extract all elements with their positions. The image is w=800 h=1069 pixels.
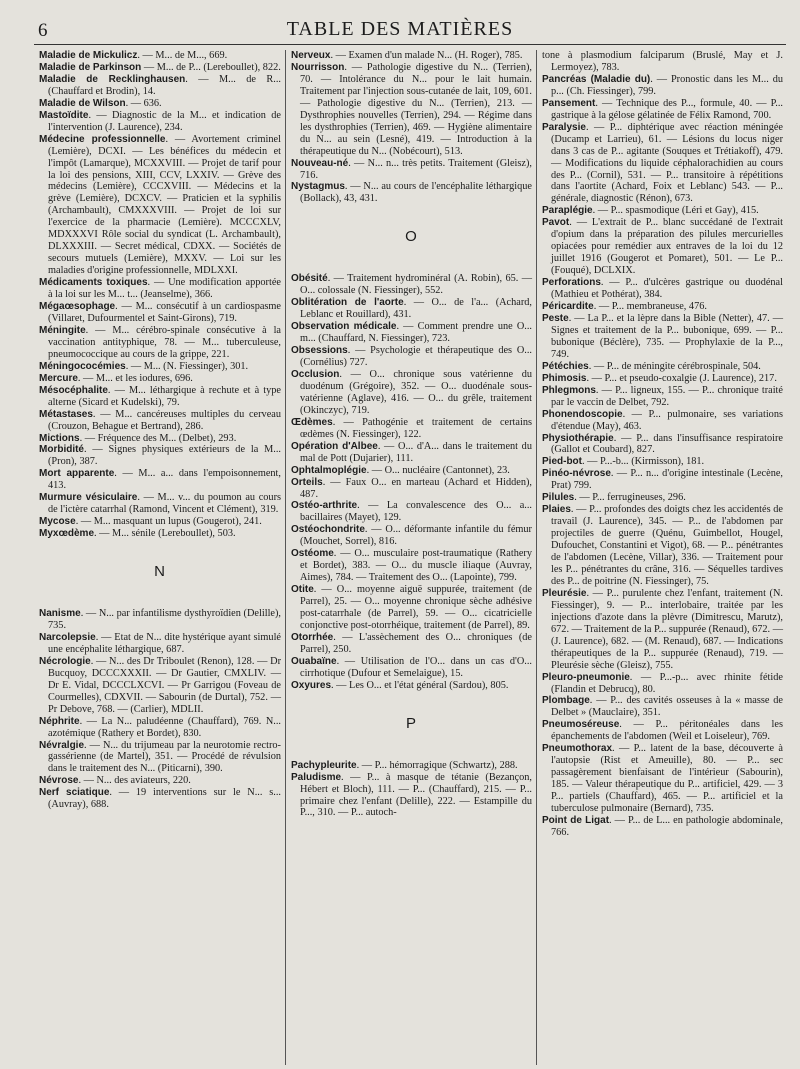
entry-term: Perforations — [542, 277, 601, 289]
header-rule — [34, 44, 786, 45]
entry-term: Ostéome — [291, 548, 334, 560]
index-entry — [38, 277, 281, 301]
index-entry — [290, 548, 532, 584]
entry-text: . — M... cancéreuses multiples du cerveau (Crouzon, Behague et Bertrand), 286. — [48, 408, 281, 432]
entry-text: . — La P... et la lèpre dans la Bible (Netter), 47. — Signes et traitement de la P... bubonique, 699. — P... bubonique (Béclère), 735. — Prophylaxie de la P..., 749. — [551, 312, 783, 360]
entry-term: Nerveux — [291, 50, 331, 61]
entry-term: Ostéochondrite — [291, 524, 365, 536]
entry-term: Pleurésie — [542, 587, 587, 599]
entry-term: Oxyures — [291, 679, 332, 691]
entry-text: . — M... a... dans l'empoisonnement, 413. — [48, 468, 281, 492]
index-column-3 — [536, 50, 787, 1065]
entry-text: . — Fréquence des M... (Delbet), 293. — [79, 432, 237, 444]
entry-text: . — P... profondes des doigts chez les accidentés de travail (J. Laurence), 345. — P... de l'abdomen par projectiles de guerre (Quénu, Guimbellot, Hougel, Dufouchet, Constantini et Vigot), 68. — P... pénétrantes de l'abdomen (Lecène, Villar), 336. — Traitement pour les P... pénétrantes du crâne, 316. — Séquelles tardives des P... de poitrine (N. Fiessinger), 75. — [551, 504, 783, 587]
index-entry — [38, 373, 281, 385]
entry-text: . — O... déformante infantile du fémur (Mouchet, Sorrel), 816. — [300, 524, 532, 548]
index-entry — [541, 385, 783, 409]
entry-term: Mastoïdite — [39, 109, 89, 121]
index-entry — [541, 719, 783, 743]
entry-term: Plaies — [542, 504, 571, 516]
entry-text: . — Les O... et l'état général (Sardou), 805. — [331, 679, 509, 691]
entry-term: Nystagmus — [291, 181, 345, 193]
entry-text: . — M... cérébro-spinale consécutive à la vaccination antityphique, 78. — M... tuberculeuse, pneumococcique au cours de la grippe, 221. — [48, 324, 281, 360]
entry-term: Névrose — [39, 775, 79, 787]
index-entry — [541, 313, 783, 361]
entry-term: Maladie de Wilson — [39, 97, 126, 109]
entry-text: . — L'extrait de P... blanc succédané de l'extrait d'opium dans la préparation des pilules mercurielles opiacées pour remédier aux entraves de la loi du 12 juillet 1916 (Gougerot et Pomaret), 501. — Le P... (Fouqué), DCLXIX. — [551, 217, 783, 277]
entry-term: Pleuro-pneumonie — [542, 671, 630, 683]
entry-term: Médecine professionnelle — [39, 133, 166, 145]
index-entry — [38, 528, 281, 540]
entry-text: . — O... d'A... dans le traitement du mal de Pott (Dujarier), 111. — [300, 440, 532, 464]
index-entry — [541, 588, 783, 672]
entry-text: . — L'assèchement des O... chroniques (de Parrel), 250. — [300, 631, 532, 655]
entry-term: Point de Ligat — [542, 815, 610, 826]
entry-text: . — O... moyenne aiguë suppurée, traitement (de Parrel), 25. — O... moyenne chronique sèche adhésive post-catarrhale (de Parrel), 59. — O... cicatricielle conjonctive post-otorrhéique, traitement (de Parrel), 89. — [300, 584, 532, 631]
section-letter: P — [405, 714, 416, 732]
index-entry — [290, 632, 532, 656]
entry-text: . — P... purulente chez l'enfant, traitement (N. Fiessinger), 9. — P... interlobaire, traitée par les injections d'azote dans la plèvre (Dimitrescu, Marutz), 672. — Traitement de la P... suppurée (Renaud), 672. — (J. Laurence), 682. — (M. Renaud), 687. — Indications thérapeutiques de la P... suppurée (Renaud), 719. — Pleurésie sèche (Gleisz), 755. — [551, 587, 783, 671]
index-entry — [38, 516, 281, 528]
index-entry — [541, 98, 783, 122]
index-entry — [38, 656, 281, 716]
entry-term: Mésocéphalite — [39, 384, 108, 396]
entry-term: Maladie de Recklinghausen — [39, 73, 186, 85]
entry-text: . — N... du trijumeau par la neurotomie rectro-gassérienne (de Martel), 351. — Procédé de révulsion dans le traitement des N... (Piticarni), 390. — [48, 739, 281, 775]
index-entry — [38, 444, 281, 468]
entry-term: Plombage — [542, 695, 590, 707]
index-entry — [38, 716, 281, 740]
entry-term: Occlusion — [291, 368, 340, 380]
entry-term: Obsessions — [291, 345, 348, 357]
entry-text: . — Pathogénie et traitement de certains œdèmes (N. Fiessinger), 122. — [300, 416, 532, 440]
entry-text: . — N... des aviateurs, 220. — [78, 775, 191, 787]
index-entry — [541, 409, 783, 433]
entry-term: Obésité — [291, 273, 328, 285]
entry-term: Nécrologie — [39, 655, 91, 667]
entry-term: Néphrite — [39, 715, 80, 727]
entry-text: . — Pathologie digestive du N... (Terrien), 70. — Intolérance du N... pour le lait humain. Traitement par l'injection sous-cutanée de lait, 109, 601. — Pathologie digestive du N... (Terrien), 213. — Dysthrophies nouvelles (Terrien), 294. — Régime dans les dysthrophies (Terrien), 469. — Hygiène alimentaire du N... au sein (Lesné), 419. — Introduction à la thérapeutique du N... (Nobécourt), 513. — [300, 61, 532, 157]
index-entry — [38, 50, 281, 62]
entry-text: . — M... v... du poumon au cours de l'ictère catarrhal (Ramond, Vincent et Clément), 319. — [48, 492, 282, 516]
index-entry — [38, 361, 281, 373]
index-columns — [34, 50, 789, 1065]
entry-term: Pancréas (Maladie du) — [542, 73, 651, 85]
entry-text: . — P... ferrugineuses, 296. — [574, 492, 686, 504]
index-entry — [290, 273, 532, 297]
index-entry — [290, 50, 532, 62]
entry-term: Mictions — [39, 432, 80, 444]
entry-text: . — P... pulmonaire, ses variations d'étendue (May), 463. — [551, 408, 783, 432]
entry-term: Murmure vésiculaire — [39, 492, 138, 504]
entry-text: . — P... hémorragique (Schwartz), 288. — [356, 759, 518, 771]
entry-term: Ophtalmoplégie — [291, 464, 367, 476]
index-entry — [38, 608, 281, 632]
index-entry — [290, 297, 532, 321]
entry-term: Mercure — [39, 372, 78, 384]
entry-term: Mycose — [39, 516, 76, 528]
entry-term: Orteils — [291, 476, 323, 488]
entry-text: . — La convalescence des O... a... bacillaires (Mayet), 129. — [300, 500, 532, 524]
entry-text: . — M... et les iodures, 696. — [77, 372, 193, 384]
entry-term: Paralysie — [542, 121, 586, 133]
index-entry — [38, 632, 281, 656]
entry-text: . — P... de méningite cérébrospinale, 504. — [588, 360, 761, 372]
entry-term: Mégaœsophage — [39, 301, 116, 313]
index-entry — [38, 492, 281, 516]
index-entry — [290, 656, 532, 680]
index-entry — [290, 321, 532, 345]
index-entry — [38, 325, 281, 361]
entry-text: . — P... ligneux, 155. — P... chronique traité par le vaccin de Delbet, 792. — [551, 384, 783, 408]
index-entry — [541, 361, 783, 373]
index-entry — [541, 217, 783, 277]
entry-text: . — Pronostic dans les M... du p... (Ch. Fiessinger), 799. — [551, 73, 783, 97]
index-entry — [541, 672, 783, 696]
entry-text: . — Technique des P..., formule, 40. — P... gastrique à la gélose gélatinée de Félix Ramond, 700. — [551, 97, 783, 121]
entry-text: . — P... latent de la base, découverte à l'autopsie (Rist et Ameuille), 80. — P... sec passagèrement bienfaisant de l'intérieur (Sabourin), 185. — Valeur thérapeutique du P... artificiel, 429. — 3 P... partiels (Chauffard), 465. — P... artificiel et la tuberculose pulmonaire (Bernard), 735. — [551, 743, 783, 815]
index-column-1 — [34, 50, 285, 1065]
entry-term: Maladie de Parkinson — [39, 61, 142, 73]
index-entry — [38, 62, 281, 74]
entry-term: Nanisme — [39, 608, 81, 620]
index-entry — [290, 477, 532, 501]
entry-text: . — Diagnostic de la M... et indication de l'intervention (J. Laurence), 234. — [48, 109, 281, 133]
entry-text: . — O... musculaire post-traumatique (Rathery et Bordet), 383. — O... du muscle iliaque (Auvray, Aimes), 784. — Traitement des O... (Lapointe), 799. — [300, 548, 532, 584]
entry-text: . — N... par infantilisme dysthyroïdien (Delille), 735. — [48, 608, 281, 631]
entry-text: . — P... de L... en pathologie abdominale, 766. — [551, 815, 784, 838]
section-letter: N — [154, 563, 165, 581]
index-entry — [541, 815, 783, 839]
entry-text: . — P... à masque de tétanie (Bezançon, Hébert et Bloch), 111. — P... (Chauffard), 215. — P... primaire chez l'enfant (Delille), 222. — Estampille du P..., 310. — P... autoch- — [300, 771, 532, 819]
entry-term: Physiothérapie — [542, 432, 614, 444]
entry-text: . — P... diphtérique avec réaction méningée (Ducamp et Larrieu), 61. — Lésions du locus niger dans 3 cas de P... agitante (Souques et Trétiakoff), 479. — Modifications du liquide céphalorachidien au cours des P... (Cornil), 531. — P... transitoire à répétitions dans l'aortite (Achard, Foix et Leblanc) 543. — P... générale, diagnostic (Rénon), 673. — [551, 121, 783, 205]
entry-text: . — 636. — [125, 97, 162, 109]
index-entry — [38, 775, 281, 787]
entry-term: Phlegmons — [542, 384, 596, 396]
entry-term: Phonendoscopie — [542, 408, 623, 420]
index-entry — [541, 277, 783, 301]
index-entry — [290, 524, 532, 548]
entry-text: . — P... et pseudo-coxalgie (J. Laurence), 217. — [586, 372, 777, 384]
index-entry — [541, 373, 783, 385]
entry-text: . — P... péritonéales dans les épanchements de l'abdomen (Weil et Loiseleur), 769. — [551, 719, 783, 743]
entry-text: . — O... de l'a... (Achard, Leblanc et Rouillard), 431. — [300, 297, 533, 321]
index-entry — [290, 181, 532, 205]
entry-text: . — O... nucléaire (Cantonnet), 23. — [366, 464, 510, 476]
index-entry — [290, 760, 532, 772]
entry-term: Nouveau-né — [291, 157, 349, 169]
index-entry — [290, 500, 532, 524]
entry-text: . — M... sénile (Lereboullet), 503. — [94, 528, 236, 540]
entry-term: Paludisme — [291, 771, 342, 783]
entry-term: Mort apparente — [39, 468, 115, 480]
index-entry — [38, 409, 281, 433]
index-entry — [541, 122, 783, 206]
index-entry — [541, 695, 783, 719]
entry-term: Myxœdème — [39, 528, 95, 540]
index-entry — [290, 680, 532, 692]
entry-term: Nourrisson — [291, 61, 345, 73]
entry-term: Observation médicale — [291, 321, 397, 333]
entry-term: Névralgie — [39, 739, 85, 751]
entry-term: Pachypleurite — [291, 759, 357, 771]
entry-text: . — Avortement criminel (Lemière), DCXI. — Les bénéfices du médecin et l'impôt (Lamarque), MCXXVIII. — Projet de tarif pour la loi des pensions, XIII, CCV, LXXIV. — Grève des médecins (Lemière), CCCXVIII. — Médecins et la grève (Lemière), DCXCV. — Praticien et la syphilis (Archambault), CMXXXVIII. — Projet de loi sur l'exercice de la pharmacie (Lemière). MCCCXLV, MDXXXVI Rôle social du syndicat (L. Archambault), DLXXXIII. — Secret médical, CDXX. — Sociétés de secours mutuels (Lemière), MXXV. — Loi sur les maladies d'origine professionnelle, MDLXXI. — [48, 133, 281, 277]
index-entry — [38, 134, 281, 277]
index-entry — [290, 772, 532, 820]
entry-text: . — N... des Dr Triboulet (Renon), 128. — Dr Bucquoy, DCCCXXXII. — Dr Gautier, CMXLIV. — Dr E. Vidal, DCCCLXCVI. — Pr Garrigou (Foveau de Courmelles), CDXVII. — Sabourin (de Durtal), 752. — Pr Debove, 768. — (Carlier), MDLII. — [48, 655, 281, 715]
entry-term: Pneumothorax — [542, 743, 613, 755]
entry-term: Péricardite — [542, 301, 594, 313]
index-entry — [38, 98, 281, 110]
index-entry — [38, 787, 281, 811]
entry-term: Otite — [291, 584, 314, 596]
entry-text: . — Psychologie et thérapeutique des O... (Cornélius) 727. — [300, 345, 532, 369]
index-entry — [541, 504, 783, 588]
index-entry — [541, 492, 783, 504]
index-entry — [541, 50, 783, 74]
entry-text: . — Une modification apportée à la loi sur les M... t... (Jeanselme), 366. — [48, 277, 281, 301]
entry-term: Œdèmes — [291, 416, 333, 428]
entry-text: . — M... masquant un lupus (Gougerot), 241. — [75, 516, 262, 528]
index-entry — [541, 205, 783, 217]
page-number: 6 — [38, 20, 48, 41]
index-entry — [290, 441, 532, 465]
entry-text: tone à plasmodium falciparum (Bruslé, May et J. Lermoyez), 783. — [542, 50, 783, 73]
entry-term: Ostéo-arthrite — [291, 500, 358, 512]
index-entry — [290, 465, 532, 477]
index-entry — [290, 62, 532, 158]
entry-term: Pied-bot — [542, 456, 582, 468]
index-entry — [541, 468, 783, 492]
entry-text: . — Signes physiques extérieurs de la M... (Pron), 387. — [48, 444, 281, 468]
index-entry — [38, 301, 281, 325]
index-entry — [290, 417, 532, 441]
entry-term: Maladie de Mickulicz — [39, 50, 138, 61]
entry-term: Phimosis — [542, 372, 587, 384]
entry-text: . — Utilisation de l'O... dans un cas d'O... cirrhotique (Dufour et Semelaigue), 15. — [300, 655, 532, 679]
index-entry — [290, 584, 532, 632]
index-entry — [38, 74, 281, 98]
entry-text: . — Examen d'un malade N... (H. Roger), 785. — [330, 50, 523, 61]
entry-term: Pneumoséreuse — [542, 719, 620, 731]
index-entry — [38, 110, 281, 134]
entry-text: . — M... de R... (Chauffard et Brodin), 14. — [48, 73, 281, 97]
entry-text: . — Etat de N... dite hystérique ayant simulé une encéphalite léthargique, 687. — [48, 631, 281, 655]
entry-text: . — P...-b... (Kirmisson), 181. — [582, 456, 705, 468]
entry-text: . — P... dans l'insuffisance respiratoire (Gallot et Coubard), 827. — [551, 432, 783, 456]
entry-term: Métastases — [39, 408, 93, 420]
entry-text: . — O... chronique sous vatérienne du duodénum (Grégoire), 352. — O... duodénale sous-vatérienne (Aglave), 416. — O... du grêle, traitement (Okinczyc), 719. — [300, 368, 532, 416]
index-entry — [541, 456, 783, 468]
entry-term: Morbidité — [39, 444, 84, 456]
entry-text: . — La N... paludéenne (Chauffard), 769. N... azotémique (Rathery et Bordet), 830. — [48, 715, 281, 739]
index-entry — [38, 385, 281, 409]
index-entry — [38, 468, 281, 492]
entry-term: Méningite — [39, 324, 86, 336]
entry-text: . — P... d'ulcères gastrique ou duodénal (Mathieu et Pothérat), 384. — [551, 277, 783, 301]
entry-term: Oblitération de l'aorte — [291, 297, 404, 309]
entry-term: Narcolepsie — [39, 631, 96, 643]
page-title: TABLE DES MATIÈRES — [286, 18, 514, 40]
entry-text: . — M... (N. Fiessinger), 301. — [125, 360, 249, 372]
entry-text: . — P... membraneuse, 476. — [593, 301, 707, 313]
entry-text: . — N... au cours de l'encéphalite léthargique (Bollack), 43, 431. — [300, 181, 532, 205]
index-entry — [541, 301, 783, 313]
entry-text: . — P... spasmodique (Léri et Gay), 415. — [592, 205, 759, 217]
entry-term: Paraplégie — [542, 205, 593, 217]
entry-term: Opération d'Albee — [291, 440, 378, 452]
entry-term: Pansement — [542, 97, 596, 109]
index-entry — [38, 433, 281, 445]
entry-text: . — P... n... d'origine intestinale (Lecène, Prat) 799. — [551, 468, 783, 492]
entry-text: . — M... consécutif à un cardiospasme (Villaret, Dufourmentel et Saint-Girons), 719. — [48, 301, 281, 324]
section-letter: O — [405, 228, 417, 246]
index-entry — [541, 74, 783, 98]
entry-text: . — M... léthargique à rechute et à type alterne (Sicard et Kudelski), 79. — [48, 384, 281, 408]
entry-term: Pilules — [542, 492, 575, 504]
entry-term: Médicaments toxiques — [39, 277, 148, 289]
entry-text: . — P... des cavités osseuses à la « masse de Delbet » (Mauclaire), 351. — [551, 695, 783, 719]
entry-term: Pétéchies — [542, 360, 589, 372]
index-entry — [38, 740, 281, 776]
index-entry — [541, 743, 783, 815]
index-column-2 — [285, 50, 536, 1065]
entry-term: Otorrhée — [291, 631, 334, 643]
entry-term: Pinéo-névrose — [542, 468, 611, 480]
entry-term: Pavot — [542, 217, 570, 229]
entry-text: . — Comment prendre une O... m... (Chauffard, N. Fiessinger), 723. — [300, 321, 533, 345]
entry-term: Nerf sciatique — [39, 787, 110, 799]
entry-text: . — 19 interventions sur le N... s... (Auvray), 688. — [48, 787, 281, 811]
entry-text: . — P...-p... avec rhinite fétide (Flandin et Debrucq), 80. — [551, 671, 783, 695]
entry-text: . — Faux O... en marteau (Achard et Hidden), 487. — [300, 476, 532, 500]
index-entry — [290, 345, 532, 369]
index-entry — [541, 433, 783, 457]
entry-text: . — N... n... très petits. Traitement (Gleisz), 716. — [300, 157, 532, 181]
entry-term: Peste — [542, 312, 569, 324]
entry-term: Méningococémies — [39, 360, 126, 372]
index-entry — [290, 158, 532, 182]
entry-text: . — M... de M..., 669. — [137, 50, 228, 61]
entry-text: — M... de P... (Lereboullet), 822. — [141, 61, 281, 73]
entry-text: . — Traitement hydrominéral (A. Robin), 65. — O... colossale (N. Fiessinger), 552. — [300, 273, 532, 297]
index-entry — [290, 369, 532, 417]
entry-term: Ouabaïne — [291, 655, 337, 667]
